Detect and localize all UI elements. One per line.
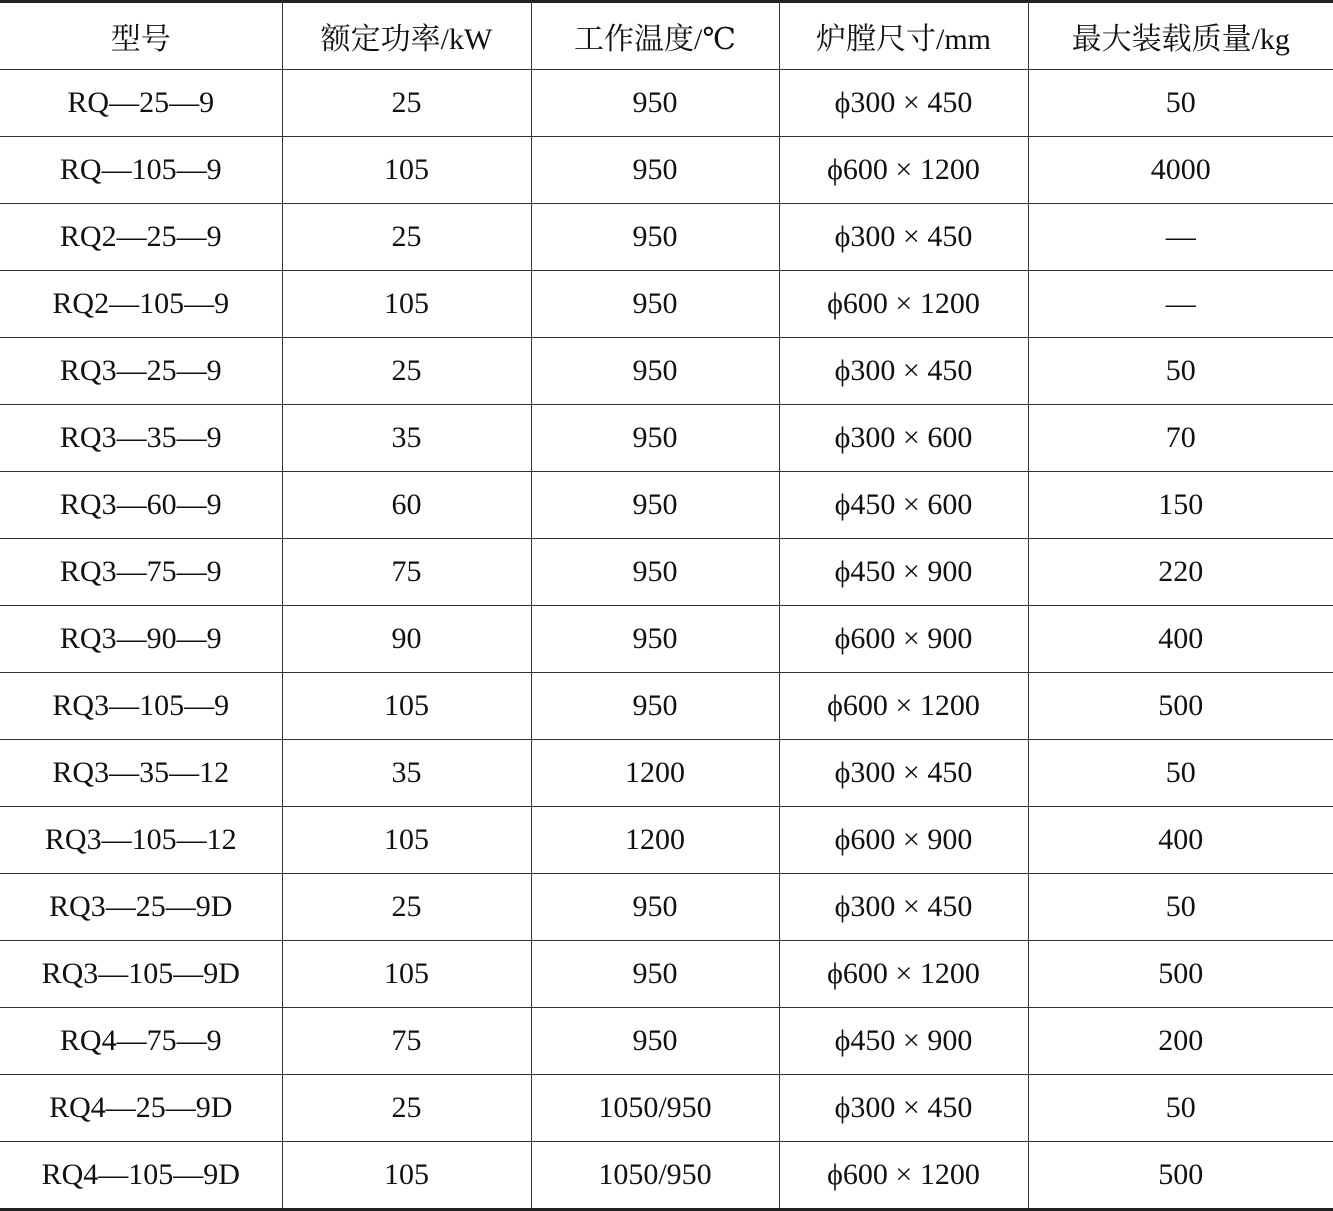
cell-chamber-size: ϕ450 × 600 xyxy=(779,472,1028,539)
cell-working-temperature: 950 xyxy=(531,606,779,673)
cell-working-temperature: 950 xyxy=(531,271,779,338)
cell-rated-power: 25 xyxy=(282,874,531,941)
cell-rated-power: 75 xyxy=(282,1008,531,1075)
table-row xyxy=(0,807,1333,874)
cell-max-load: 4000 xyxy=(1028,137,1333,204)
cell-model: RQ3—60—9 xyxy=(0,472,282,539)
cell-working-temperature: 1050/950 xyxy=(531,1142,779,1210)
cell-chamber-size: ϕ600 × 1200 xyxy=(779,1142,1028,1210)
cell-rated-power: 105 xyxy=(282,1142,531,1210)
cell-working-temperature: 1200 xyxy=(531,807,779,874)
cell-chamber-size: ϕ450 × 900 xyxy=(779,1008,1028,1075)
cell-working-temperature: 1200 xyxy=(531,740,779,807)
table-row xyxy=(0,405,1333,472)
cell-working-temperature: 950 xyxy=(531,539,779,606)
cell-max-load: 70 xyxy=(1028,405,1333,472)
cell-rated-power: 60 xyxy=(282,472,531,539)
table-header xyxy=(0,2,1333,70)
table-row xyxy=(0,941,1333,1008)
cell-rated-power: 105 xyxy=(282,271,531,338)
cell-max-load: 50 xyxy=(1028,874,1333,941)
table-row xyxy=(0,606,1333,673)
cell-max-load: — xyxy=(1028,271,1333,338)
cell-chamber-size: ϕ600 × 1200 xyxy=(779,941,1028,1008)
cell-rated-power: 25 xyxy=(282,70,531,137)
cell-model: RQ2—105—9 xyxy=(0,271,282,338)
cell-model: RQ—25—9 xyxy=(0,70,282,137)
table-row xyxy=(0,874,1333,941)
cell-chamber-size: ϕ300 × 450 xyxy=(779,1075,1028,1142)
header-chamber-size: 炉膛尺寸/mm xyxy=(779,2,1028,70)
header-max-load: 最大装载质量/kg xyxy=(1028,2,1333,70)
header-model: 型号 xyxy=(0,2,282,70)
cell-max-load: 220 xyxy=(1028,539,1333,606)
cell-model: RQ3—35—9 xyxy=(0,405,282,472)
table-row xyxy=(0,204,1333,271)
cell-chamber-size: ϕ300 × 450 xyxy=(779,338,1028,405)
cell-model: RQ3—105—12 xyxy=(0,807,282,874)
cell-model: RQ3—25—9 xyxy=(0,338,282,405)
cell-rated-power: 35 xyxy=(282,405,531,472)
table-row xyxy=(0,539,1333,606)
cell-chamber-size: ϕ300 × 450 xyxy=(779,740,1028,807)
cell-rated-power: 75 xyxy=(282,539,531,606)
header-rated-power: 额定功率/kW xyxy=(282,2,531,70)
cell-rated-power: 105 xyxy=(282,807,531,874)
table-row xyxy=(0,1142,1333,1210)
cell-working-temperature: 950 xyxy=(531,1008,779,1075)
cell-model: RQ4—75—9 xyxy=(0,1008,282,1075)
cell-chamber-size: ϕ300 × 450 xyxy=(779,874,1028,941)
header-working-temperature: 工作温度/℃ xyxy=(531,2,779,70)
cell-model: RQ3—105—9D xyxy=(0,941,282,1008)
cell-working-temperature: 950 xyxy=(531,673,779,740)
cell-working-temperature: 1050/950 xyxy=(531,1075,779,1142)
cell-model: RQ3—75—9 xyxy=(0,539,282,606)
cell-model: RQ3—105—9 xyxy=(0,673,282,740)
cell-model: RQ2—25—9 xyxy=(0,204,282,271)
cell-chamber-size: ϕ300 × 450 xyxy=(779,70,1028,137)
cell-working-temperature: 950 xyxy=(531,874,779,941)
cell-model: RQ3—35—12 xyxy=(0,740,282,807)
table-row xyxy=(0,271,1333,338)
cell-chamber-size: ϕ600 × 900 xyxy=(779,606,1028,673)
cell-working-temperature: 950 xyxy=(531,137,779,204)
cell-model: RQ3—90—9 xyxy=(0,606,282,673)
cell-max-load: 50 xyxy=(1028,338,1333,405)
cell-chamber-size: ϕ600 × 1200 xyxy=(779,137,1028,204)
cell-chamber-size: ϕ600 × 1200 xyxy=(779,673,1028,740)
cell-working-temperature: 950 xyxy=(531,472,779,539)
table-row xyxy=(0,472,1333,539)
cell-max-load: 200 xyxy=(1028,1008,1333,1075)
table-row xyxy=(0,1008,1333,1075)
table-row xyxy=(0,70,1333,137)
cell-max-load: 50 xyxy=(1028,1075,1333,1142)
cell-rated-power: 25 xyxy=(282,338,531,405)
cell-working-temperature: 950 xyxy=(531,941,779,1008)
cell-max-load: 500 xyxy=(1028,1142,1333,1210)
cell-max-load: 50 xyxy=(1028,740,1333,807)
cell-model: RQ4—25—9D xyxy=(0,1075,282,1142)
cell-max-load: 50 xyxy=(1028,70,1333,137)
cell-model: RQ3—25—9D xyxy=(0,874,282,941)
cell-max-load: 150 xyxy=(1028,472,1333,539)
cell-working-temperature: 950 xyxy=(531,204,779,271)
table-row xyxy=(0,673,1333,740)
cell-chamber-size: ϕ300 × 450 xyxy=(779,204,1028,271)
table-row xyxy=(0,740,1333,807)
cell-max-load: 400 xyxy=(1028,606,1333,673)
cell-rated-power: 105 xyxy=(282,673,531,740)
cell-working-temperature: 950 xyxy=(531,405,779,472)
cell-model: RQ4—105—9D xyxy=(0,1142,282,1210)
table-body xyxy=(0,70,1333,1210)
cell-chamber-size: ϕ600 × 1200 xyxy=(779,271,1028,338)
cell-max-load: 400 xyxy=(1028,807,1333,874)
table-row xyxy=(0,338,1333,405)
cell-working-temperature: 950 xyxy=(531,70,779,137)
cell-rated-power: 35 xyxy=(282,740,531,807)
table-row xyxy=(0,137,1333,204)
cell-rated-power: 25 xyxy=(282,1075,531,1142)
cell-max-load: 500 xyxy=(1028,941,1333,1008)
cell-max-load: — xyxy=(1028,204,1333,271)
cell-rated-power: 90 xyxy=(282,606,531,673)
table-row xyxy=(0,1075,1333,1142)
cell-rated-power: 105 xyxy=(282,941,531,1008)
cell-max-load: 500 xyxy=(1028,673,1333,740)
header-row xyxy=(0,2,1333,70)
cell-rated-power: 105 xyxy=(282,137,531,204)
cell-chamber-size: ϕ450 × 900 xyxy=(779,539,1028,606)
cell-chamber-size: ϕ600 × 900 xyxy=(779,807,1028,874)
cell-model: RQ—105—9 xyxy=(0,137,282,204)
cell-rated-power: 25 xyxy=(282,204,531,271)
cell-chamber-size: ϕ300 × 600 xyxy=(779,405,1028,472)
cell-working-temperature: 950 xyxy=(531,338,779,405)
